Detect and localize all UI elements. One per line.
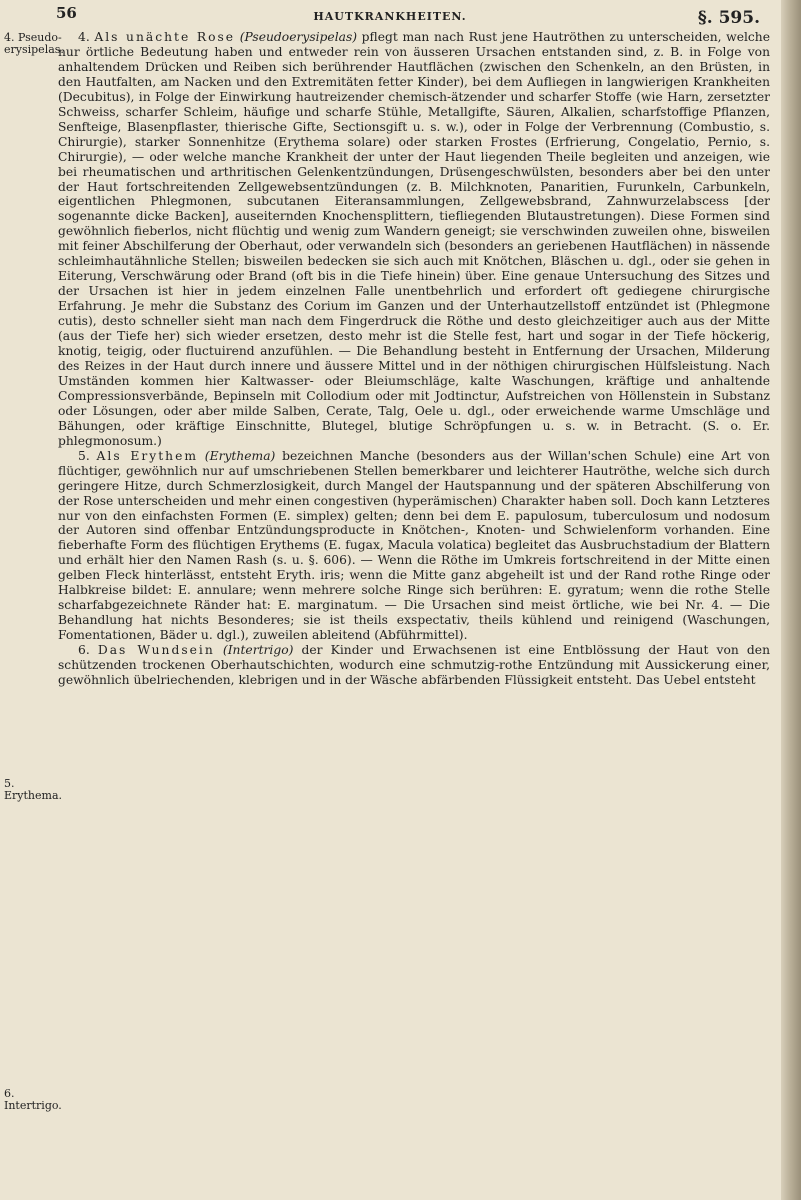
margin-note-erythema: 5. Erythema. (4, 777, 63, 802)
margin-note-pseudoerysipelas: 4. Pseudo-erysipelas. (4, 31, 64, 56)
paragraph-term: Als unächte Rose (94, 30, 236, 44)
paragraph-intertrigo (58, 643, 770, 688)
paragraph-latin-term: (Erythema) (204, 448, 276, 463)
page-number: 56 (56, 4, 77, 22)
paragraph-number: 5. (78, 448, 90, 463)
paragraph-erythema (58, 449, 770, 643)
paragraph-number: 6. (78, 643, 90, 658)
paragraph-pseudoerysipelas (58, 30, 770, 449)
paragraph-term: Als Erythem (96, 448, 199, 463)
section-number: §. 595. (697, 8, 760, 28)
main-text (58, 30, 770, 688)
paragraph-term: Das Wundsein (97, 643, 215, 658)
paragraph-latin-term: (Intertrigo) (222, 643, 294, 658)
paragraph-text: der Kinder und Erwachsenen ist eine Entblössung der Haut von den schützenden trockenen Oberhautschichten, wodurch eine schmutzig-rothe Entzündung mit Aussickerung einer, gewöhnlich übelriechenden, klebrigen und in der Wäsche abfärbenden Flüssigkeit entsteht. Das Uebel entsteht (58, 643, 770, 687)
page-edge (781, 0, 801, 1200)
paragraph-text: bezeichnen Manche (besonders aus der Willan'schen Schule) eine Art von flüchtiger, gewöhnlich nur auf umschriebenen Stellen bemerkbarer und leichterer Hautröthe, welche sich durch geringere Hitze, durch Schmerzlosigkeit, durch Mangel der Hautspannung und der späteren Abschilferung von der Rose unterscheiden und mehr einen congestiven (hyperämischen) Charakter haben soll. Doch kann Letzteres nur von den einfachsten Formen (E. simplex) gelten; denn bei dem E. papulosum, tuberculosum und nodosum der Autoren sind offenbar Entzündungsproducte in Knötchen-, Knoten- und Schwielenform vorhanden. Eine fieberhafte Form des flüchtigen Erythems (E. fugax, Macula volatica) begleitet das Ausbruchstadium der Blattern und erhält hier den Namen Rash (s. u. §. 606). — Wenn die Röthe im Umkreis fortschreitend in der Mitte einen gelben Fleck hinterlässt, entsteht Eryth. iris; wenn die Mitte ganz abgeheilt ist und der Rand rothe Ringe oder Halbkreise bildet: E. annulare; wenn mehrere solche Ringe sich berühren: E. gyratum; wenn die rothe Stelle scharfabgezeichnete Ränder hat: E. marginatum. — Die Ursachen sind meist örtliche, wie bei Nr. 4. — Die Behandlung hat nichts Besonderes; sie ist theils exspectativ, theils kühlend und reinigend (Waschungen, Fomentationen, Bäder u. dgl.), zuweilen ableitend (Abführmittel). (58, 448, 770, 643)
paragraph-text: pflegt man nach Rust jene Hautröthen zu unterscheiden, welche nur örtliche Bedeutung haben und entweder rein von äusseren Ursachen entstanden sind, z. B. in Folge von anhaltendem Drücken und Reiben sich berührender Hautflächen (zwischen den Schenkeln, an den Brüsten, in den Hautfalten, am Nacken und den Extremitäten fetter Kinder), bei dem Aufliegen in langwierigen Krankheiten (Decubitus), in Folge der Einwirkung hautreizender chemisch-ätzender und scharfer Stoffe (wie Harn, zersetzter Schweiss, scharfer Schleim, häufige und scharfe Stühle, Metallgifte, Säuren, Alkalien, scharfstoffige Pflanzen, Senfteige, Blasenpflaster, thierische Gifte, Sectionsgift u. s. w.), oder in Folge der Verbrennung (Combustio, s. Chirurgie), starker Sonnenhitze (Erythema solare) oder starken Frostes (Erfrierung, Congelatio, Pernio, s. Chirurgie), — oder welche manche Krankheit der unter der Haut liegenden Theile begleiten und anzeigen, wie bei rheumatischen und arthritischen Gelenkentzündungen, Drüsengeschwülsten, besonders aber bei den unter der Haut fortschreitenden Zellgewebsentzündungen (z. B. Milchknoten, Panaritien, Furunkeln, Carbunkeln, eigentlichen Phlegmonen, subcutanen Eiteransammlungen, Zellgewebsbrand, Zahnwurzelabscess [der sogenannte dicke Backen], auseiternden Knochensplittern, tiefliegenden Blutaustretungen). Diese Formen sind gewöhnlich fieberlos, nicht flüchtig und wenig zum Wandern geneigt; sie verschwinden zuweilen ohne, bisweilen mit feiner Abschilferung der Oberhaut, oder verwandeln sich (besonders an geriebenen Hautflächen) in nässende schleimhautähnliche Stellen; bisweilen bedecken sie sich auch mit Knötchen, Bläschen u. dgl., oder sie gehen in Eiterung, Verschwärung oder Brand (oft bis in die Tiefe hinein) über. Eine genaue Untersuchung des Sitzes und der Ursachen ist hier in jedem einzelnen Falle unentbehrlich und erfordert oft gediegene chirurgische Erfahrung. Je mehr die Substanz des Corium im Ganzen und der Unterhautzellstoff entzündet ist (Phlegmone cutis), desto schneller sieht man nach dem Fingerdruck die Röthe und desto gleichzeitiger auch aus der Mitte (aus der Tiefe her) sich wieder ersetzen, desto mehr ist die Stelle fest, hart und sogar in der Tiefe höckerig, knotig, teigig, oder fluctuirend anzufühlen. — Die Behandlung besteht in Entfernung der Ursachen, Milderung des Reizes in der Haut durch innere und äussere Mittel und in der nöthigen chirurgischen Hülfsleistung. Nach Umständen kommen hier Kaltwasser- oder Bleiumschläge, kalte Waschungen, kräftige und anhaltende Compressionsverbände, Bepinseln mit Collodium oder mit Jodtinctur, Aufstreichen von Höllenstein in Substanz oder Lösungen, oder aber milde Salben, Cerate, Talg, Oele u. dgl., oder erweichende warme Umschläge und Bähungen, oder kräftige Einschnitte, Blutegel, blutige Schröpfungen u. s. w. in Betracht. (S. o. Er. phlegmonosum.) (58, 30, 770, 448)
running-title: HAUTKRANKHEITEN. (313, 10, 467, 23)
paragraph-number: 4. (78, 30, 90, 44)
margin-note-intertrigo: 6. Intertrigo. (4, 1087, 62, 1112)
paragraph-latin-term: (Pseudoerysipelas) (239, 30, 358, 44)
